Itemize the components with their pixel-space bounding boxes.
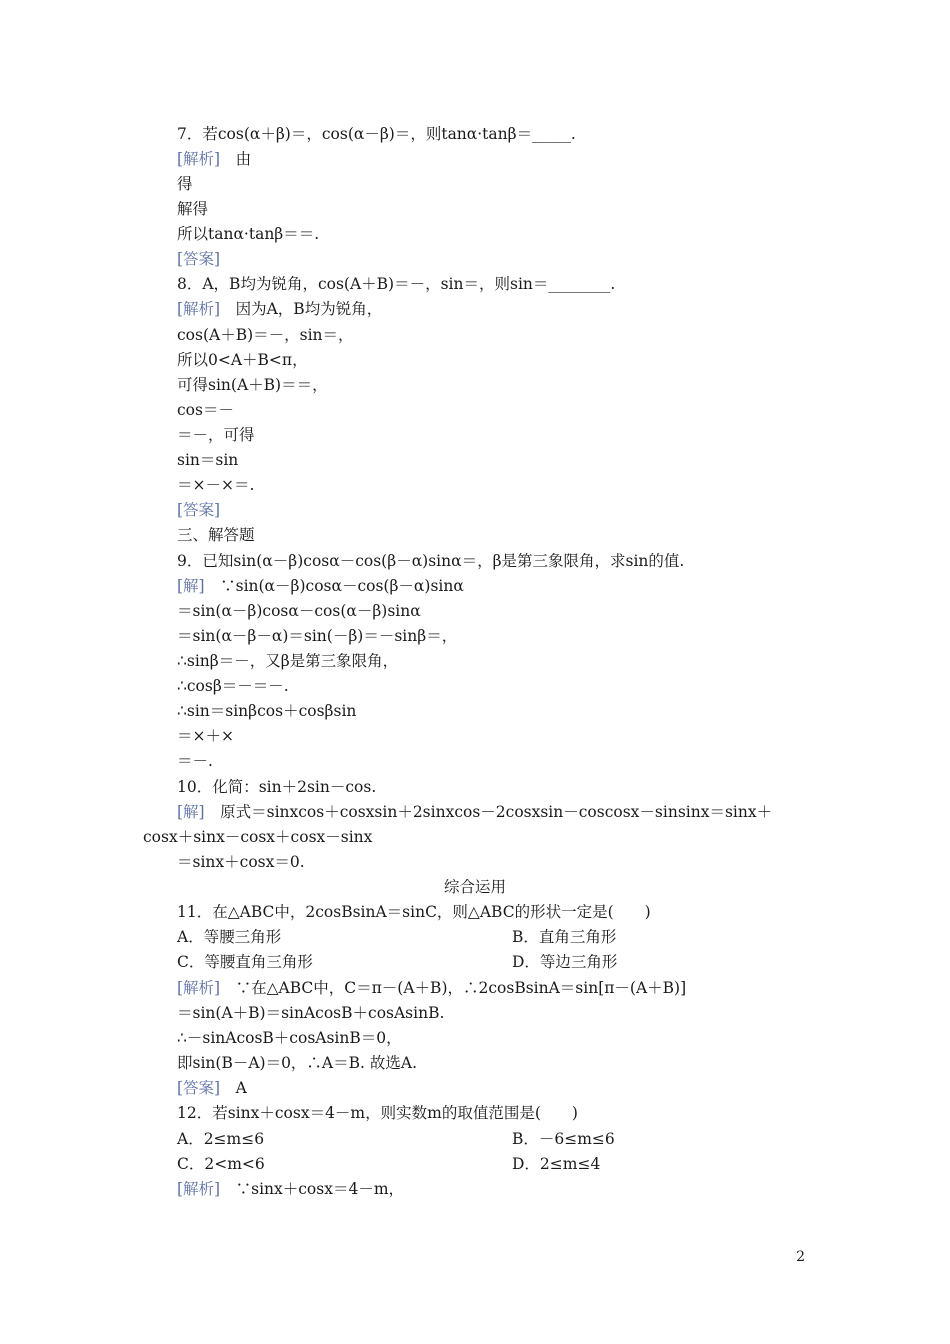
q9-solution-6: ∴sin＝sinβcos＋cosβsin [177,702,357,720]
q9-solution-5: ∴cosβ＝－＝－. [177,677,289,695]
q7-analysis-3: 解得 [177,200,209,218]
answer-tag: [答案] [177,250,221,268]
q8-analysis-2: cos(A＋B)＝－，sin＝， [177,326,354,344]
q8-analysis-6: ＝－，可得 [177,426,255,444]
q9-solution-8: ＝－. [177,752,213,770]
solution-tag: [解] [177,577,205,595]
q7-analysis-4: 所以tanα·tanβ＝＝. [177,225,320,243]
q12-option-c: C．2<m<6 [177,1155,265,1173]
q9-solution-3: ＝sin(α－β－α)＝sin(－β)＝－sinβ＝， [177,627,458,645]
answer-tag: [答案] [177,1079,221,1097]
q11-option-a: A．等腰三角形 [177,928,282,946]
question-9: 9．已知sin(α－β)cosα－cos(β－α)sinα＝，β是第三象限角，求sin的值. [177,552,685,570]
q10-solution-2: cosx＋sinx－cosx＋cosx－sinx [143,828,373,846]
q9-solution-2: ＝sin(α－β)cosα－cos(α－β)sinα [177,602,421,620]
q10-solution-1: [解] 原式＝sinxcos＋cosxsin＋2sinxcos－2cosxsin－coscosx－sinsinx＝sinx＋ [177,803,773,821]
q7-analysis-2: 得 [177,175,193,193]
analysis-tag: [解析] [177,979,221,997]
q11-answer: [答案] A [177,1079,247,1097]
q9-solution-1: [解] ∵sin(α－β)cosα－cos(β－α)sinα [177,577,464,595]
q11-analysis-1: [解析] ∵在△ABC中，C＝π－(A＋B)，∴2cosBsinA＝sin[π－(A＋B)] [177,979,687,997]
section-heading: 三、解答题 [177,526,255,544]
q12-option-d: D．2≤m≤4 [512,1155,601,1173]
q8-analysis-1: [解析] 因为A，B均为锐角， [177,300,383,318]
analysis-tag: [解析] [177,1180,221,1198]
page-number: 2 [796,1249,805,1265]
q12-option-a: A．2≤m≤6 [177,1130,265,1148]
q8-analysis-5: cos＝－ [177,401,234,419]
q11-analysis-3: ∴－sinAcosB＋cosAsinB＝0， [177,1029,402,1047]
question-11: 11．在△ABC中，2cosBsinA＝sinC，则△ABC的形状一定是( ) [177,903,651,921]
q8-analysis-8: ＝×－×＝. [177,476,255,494]
analysis-tag: [解析] [177,300,221,318]
question-8: 8．A，B均为锐角，cos(A＋B)＝－，sin＝，则sin＝________. [177,275,616,293]
q11-option-c: C．等腰直角三角形 [177,953,313,971]
q8-answer [177,500,220,520]
q7-analysis-1: [解析] 由 [177,150,252,168]
analysis-tag: [解析] [177,150,221,168]
answer-tag: [答案] [177,501,221,519]
question-12: 12．若sinx＋cosx＝4－m，则实数m的取值范围是( ) [177,1104,578,1122]
q9-solution-4: ∴sinβ＝－，又β是第三象限角， [177,652,399,670]
q9-solution-7: ＝×＋× [177,727,234,745]
question-7: 7．若cos(α＋β)＝，cos(α－β)＝，则tanα·tanβ＝_____. [177,125,576,143]
q12-analysis-1: [解析] ∵sinx＋cosx＝4－m， [177,1180,405,1198]
q11-option-b: B．直角三角形 [512,928,617,946]
section-title-zonghe: 综合运用 [443,878,506,896]
q8-analysis-7: sin＝sin [177,451,239,469]
q11-analysis-2: ＝sin(A＋B)＝sinAcosB＋cosAsinB. [177,1004,445,1022]
q10-solution-3: ＝sinx＋cosx＝0. [177,853,305,871]
question-10: 10．化简：sin＋2sin－cos. [177,778,377,796]
q12-option-b: B．－6≤m≤6 [512,1130,615,1148]
q11-analysis-4: 即sin(B－A)＝0，∴A＝B. 故选A. [177,1054,417,1072]
q11-option-d: D．等边三角形 [512,953,618,971]
q8-analysis-4: 可得sin(A＋B)＝＝， [177,376,328,394]
q8-analysis-3: 所以0<A＋B<π， [177,351,308,369]
q7-answer [177,249,220,269]
solution-tag: [解] [177,803,205,821]
